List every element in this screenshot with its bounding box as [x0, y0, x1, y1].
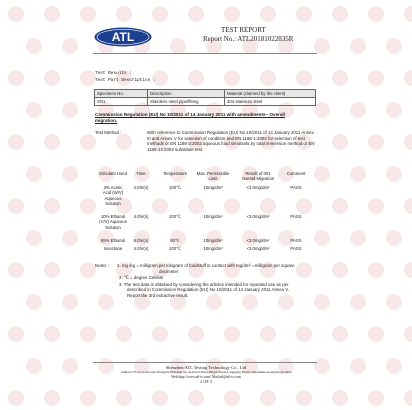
watermark-seal: [62, 166, 78, 182]
comment-cell: PASS: [290, 238, 302, 243]
watermark-seal: [152, 390, 168, 406]
note-line: decimeter: [159, 268, 179, 274]
limit-cell: 10mg/dm²: [203, 185, 223, 190]
time-cell: 4.0hr(s): [133, 246, 149, 251]
col-header-result: [235, 171, 281, 182]
regulation-heading-line: migration.: [95, 117, 118, 123]
simulant-cell: Isooctane: [103, 246, 123, 251]
watermark-seal: [260, 198, 276, 214]
simulant-line: Solution: [105, 224, 121, 230]
watermark-seal: [224, 6, 240, 22]
simulant-line: Solution: [105, 201, 121, 207]
simulant-line: 10% Ethanol: [100, 214, 126, 219]
regulation-heading: [95, 112, 285, 123]
time-cell: 4.0hr(s): [133, 185, 149, 190]
time-cell: 6.0hr(s): [133, 238, 149, 243]
watermark-seal: [26, 166, 42, 182]
table-cell: SN1: [95, 98, 148, 106]
col-header-time: Time: [136, 171, 146, 176]
watermark-seal: [296, 390, 312, 406]
watermark-seal: [368, 6, 384, 22]
col-header-line: Limit: [208, 176, 218, 182]
watermark-seal: [350, 166, 366, 182]
comment-cell: PASS: [290, 185, 302, 190]
temperature-cell: 60℃: [170, 238, 180, 243]
notes-label: Notes :: [95, 263, 109, 268]
watermark-seal: [62, 102, 78, 118]
simulant-cell: [95, 214, 131, 230]
watermark-seal: [350, 230, 366, 246]
temperature-cell: 100℃: [169, 214, 181, 219]
col-header-comment: Comment: [286, 171, 306, 176]
watermark-seal: [314, 230, 330, 246]
test-method-line: methods or EN 1186-3:2002 aqueous food simulants by total immersion method or EN: [147, 141, 315, 146]
test-method-label: Test Method :: [95, 130, 122, 135]
watermark-seal: [26, 294, 42, 310]
watermark-seal: [332, 326, 348, 342]
col-header-max-limit: [193, 171, 233, 182]
watermark-seal: [404, 6, 412, 22]
simulant-cell: [95, 185, 131, 207]
watermark-seal: [296, 198, 312, 214]
watermark-seal: [386, 38, 402, 54]
watermark-seal: [62, 294, 78, 310]
watermark-seal: [80, 262, 96, 278]
note-line: Report the 3rd extractive result.: [127, 292, 189, 298]
result-cell: <3.0mg/dm²: [246, 185, 270, 190]
watermark-seal: [368, 134, 384, 150]
report-header: [203, 26, 293, 44]
watermark-seal: [224, 70, 240, 86]
watermark-seal: [314, 102, 330, 118]
comment-cell: PASS: [290, 214, 302, 219]
specimen-table: [94, 89, 316, 106]
watermark-seal: [368, 262, 384, 278]
watermark-seal: [44, 198, 60, 214]
watermark-seal: [386, 230, 402, 246]
watermark-seal: [314, 38, 330, 54]
watermark-seal: [62, 230, 78, 246]
watermark-seal: [152, 198, 168, 214]
test-method-text: [147, 130, 319, 152]
watermark-seal: [188, 198, 204, 214]
test-part-description-label: Test Part Description :: [95, 78, 156, 83]
col-header-line: Max. Permissible: [196, 171, 230, 176]
watermark-seal: [188, 326, 204, 342]
watermark-seal: [260, 326, 276, 342]
footer-address: Address: Floor 3, Guorun Zhongxin Building No.22,Pucai Road,Pingdi Street,Longgang District,Shenzhen,Guangdong,China: [120, 370, 292, 375]
watermark-seal: [26, 102, 42, 118]
watermark-seal: [350, 38, 366, 54]
watermark-seal: [296, 6, 312, 22]
test-method-line: With reference to Commission Regulation (EU) No 10/2011 of 14 January 2011 Annex: [147, 130, 314, 135]
footer-email: Mail:atl@atl-ts.com: [211, 374, 241, 379]
watermark-seal: [368, 198, 384, 214]
watermark-seal: [116, 134, 132, 150]
watermark-seal: [260, 390, 276, 406]
watermark-seal: [80, 390, 96, 406]
watermark-seal: [80, 198, 96, 214]
watermark-seal: [332, 198, 348, 214]
watermark-seal: [314, 166, 330, 182]
test-method-line: 1186-14:2002 substitute test.: [147, 146, 204, 152]
watermark-seal: [260, 6, 276, 22]
footer-divider: [93, 362, 317, 363]
temperature-cell: 100℃: [169, 246, 181, 251]
watermark-seal: [368, 326, 384, 342]
watermark-seal: [8, 390, 24, 406]
watermark-seal: [44, 6, 60, 22]
watermark-seal: [98, 294, 114, 310]
watermark-seal: [350, 102, 366, 118]
result-cell: <3.0mg/dm²: [246, 214, 270, 219]
watermark-seal: [224, 198, 240, 214]
watermark-seal: [386, 294, 402, 310]
test-method-line: III and Annex V for selection of condition and EN 1186-1:2002 for selection of test: [147, 135, 305, 141]
regulation-heading-line: Commission Regulation (EU) No 10/2011 of 14 January 2011 with amendments– Overall: [95, 112, 285, 117]
watermark-seal: [386, 358, 402, 374]
watermark-seal: [152, 326, 168, 342]
comment-cell: PASS: [290, 246, 302, 251]
watermark-seal: [44, 134, 60, 150]
watermark-seal: [404, 326, 412, 342]
svg-text:ATL: ATL: [111, 30, 135, 45]
watermark-seal: [404, 134, 412, 150]
watermark-seal: [80, 326, 96, 342]
watermark-seal: [404, 198, 412, 214]
watermark-seal: [350, 294, 366, 310]
watermark-seal: [368, 390, 384, 406]
simulant-line: Acid (W/V): [102, 190, 124, 196]
watermark-seal: [116, 390, 132, 406]
table-header-cell: Description: [148, 90, 225, 98]
simulant-cell: 95% Ethanol: [100, 238, 126, 243]
watermark-seal: [224, 390, 240, 406]
watermark-seal: [26, 358, 42, 374]
note-line: described in Commission Regulation (EU) No 10/2011 of 14 January 2011 Annex V.: [127, 287, 289, 292]
watermark-seal: [404, 390, 412, 406]
page-footer: [95, 365, 317, 385]
limit-cell: 10mg/dm²: [203, 214, 223, 219]
watermark-seal: [62, 38, 78, 54]
watermark-seal: [332, 70, 348, 86]
watermark-seal: [80, 70, 96, 86]
watermark-seal: [296, 326, 312, 342]
watermark-seal: [296, 70, 312, 86]
watermark-seal: [188, 6, 204, 22]
notes-text: [117, 263, 317, 298]
table-cell: Stainless steel pipe/fitting: [148, 98, 225, 106]
time-cell: 4.0hr(s): [133, 214, 149, 219]
watermark-seal: [332, 390, 348, 406]
watermark-seal: [8, 6, 24, 22]
watermark-seal: [152, 6, 168, 22]
report-number: Report No.: ATL20181022835R: [203, 35, 294, 43]
watermark-seal: [44, 262, 60, 278]
col-header-simulant: Simulant Used: [99, 171, 127, 176]
watermark-seal: [8, 134, 24, 150]
simulant-line: Aqueous: [104, 195, 122, 201]
watermark-seal: [224, 326, 240, 342]
col-header-line: Result of 001: [245, 171, 271, 176]
specimen-table-header: [95, 90, 316, 98]
watermark-seal: [332, 134, 348, 150]
table-row: [95, 98, 316, 106]
watermark-seal: [386, 102, 402, 118]
table-cell: 304 stainless steel: [225, 98, 316, 106]
footer-web: Web:http://www.atl-ts.com/: [171, 374, 211, 379]
watermark-seal: [26, 38, 42, 54]
watermark-seal: [26, 230, 42, 246]
header-divider: [93, 53, 317, 54]
watermark-seal: [8, 198, 24, 214]
watermark-seal: [332, 262, 348, 278]
watermark-seal: [368, 70, 384, 86]
limit-cell: 10mg/dm²: [203, 238, 223, 243]
watermark-seal: [260, 70, 276, 86]
note-line: 3. The test data is obtained by considering the articles intended for repeated use as per: [119, 281, 289, 287]
limit-cell: 10mg/dm²: [203, 246, 223, 251]
table-header-cell: Specimen No.: [95, 90, 148, 98]
watermark-seal: [80, 134, 96, 150]
note-line: 2. ℃ = degree Celsius: [119, 275, 164, 280]
result-cell: <3.0mg/dm²: [246, 246, 270, 251]
watermark-seal: [80, 6, 96, 22]
watermark-seal: [8, 70, 24, 86]
note-line: 1. mg /kg = milligram per kilogram of foodstuff in contact with mg/dm² =milligram per square: [117, 263, 295, 268]
page-number: 2 OF 3: [200, 379, 212, 385]
simulant-line: (V/V) Aqueous: [99, 219, 127, 225]
watermark-seal: [332, 6, 348, 22]
watermark-seal: [404, 262, 412, 278]
report-title: TEST REPORT: [221, 26, 266, 34]
watermark-seal: [8, 326, 24, 342]
temperature-cell: 100℃: [169, 185, 181, 190]
watermark-seal: [62, 358, 78, 374]
watermark-seal: [44, 326, 60, 342]
table-header-cell: Material (claimed by the client): [225, 90, 316, 98]
watermark-seal: [44, 70, 60, 86]
watermark-seal: [8, 262, 24, 278]
simulant-line: 3% Acetic: [103, 185, 123, 190]
watermark-seal: [188, 70, 204, 86]
watermark-seal: [404, 70, 412, 86]
test-results-label: Test Results :: [95, 71, 132, 76]
result-cell: <3.0mg/dm²: [246, 238, 270, 243]
watermark-seal: [44, 390, 60, 406]
watermark-seal: [116, 6, 132, 22]
watermark-seal: [350, 358, 366, 374]
atl-logo: [94, 27, 152, 47]
watermark-seal: [116, 326, 132, 342]
watermark-seal: [188, 390, 204, 406]
watermark-seal: [386, 166, 402, 182]
col-header-line: Overall Migration: [241, 176, 275, 182]
col-header-temperature: Temperature: [162, 171, 188, 176]
watermark-seal: [170, 38, 186, 54]
footer-company: Shenzhen ATL Testing Technology Co., Ltd: [165, 365, 247, 370]
